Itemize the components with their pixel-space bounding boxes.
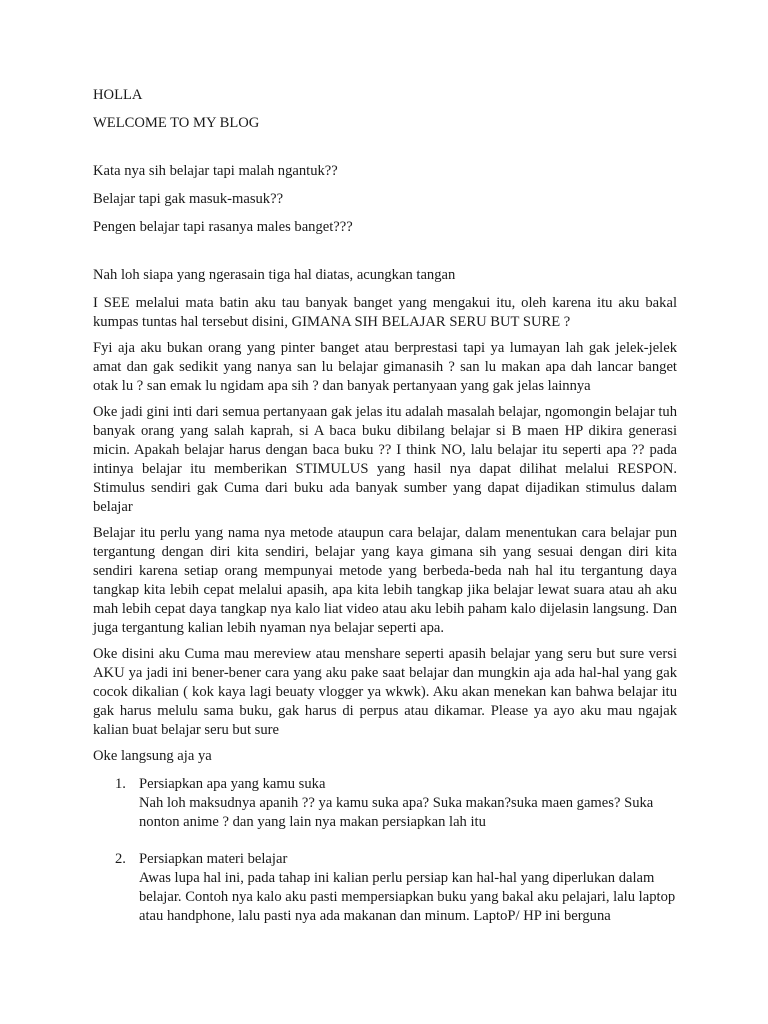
paragraph-2: I SEE melalui mata batin aku tau banyak banget yang mengakui itu, oleh karena itu aku bakal kumpas tuntas hal tersebut disini, GIMANA SIH BELAJAR SERU BUT SURE ?	[93, 295, 677, 330]
lead-in-text: Oke langsung aja ya	[93, 748, 212, 764]
question-line-3: Pengen belajar tapi rasanya males banget???	[93, 219, 353, 235]
step-number: 1.	[115, 776, 126, 792]
greeting-text: HOLLA	[93, 87, 143, 103]
steps-list	[93, 775, 677, 926]
step-number: 2.	[115, 851, 126, 867]
step-title: Persiapkan materi belajar	[139, 851, 288, 867]
welcome-heading: WELCOME TO MY BLOG	[93, 115, 260, 131]
step-description: Awas lupa hal ini, pada tahap ini kalian perlu persiap kan hal-hal yang diperlukan dalam belajar. Contoh nya kalo aku pasti mempersiapkan buku yang bakal aku pelajari, lalu laptop atau handphone, lalu pasti nya ada makanan dan minum. LaptoP/ HP ini berguna	[139, 870, 676, 924]
question-line-1: Kata nya sih belajar tapi malah ngantuk??	[93, 163, 338, 179]
paragraph-3: Fyi aja aku bukan orang yang pinter banget atau berprestasi tapi ya lumayan lah gak jelek-jelek amat dan gak sedikit yang nanya san lu belajar gimanasih ? san lu makan apa dah lancar banget otak lu ? san emak lu ngidam apa sih ? dan banyak pertanyaan yang gak jelas lainnya	[93, 340, 677, 394]
list-item	[93, 775, 677, 832]
step-description: Nah loh maksudnya apanih ?? ya kamu suka apa? Suka makan?suka maen games? Suka nonton anime ? dan yang lain nya makan persiapkan lah itu	[139, 795, 654, 830]
paragraph-1: Nah loh siapa yang ngerasain tiga hal diatas, acungkan tangan	[93, 267, 456, 283]
question-line-2: Belajar tapi gak masuk-masuk??	[93, 191, 284, 207]
paragraph-6: Oke disini aku Cuma mau mereview atau menshare seperti apasih belajar yang seru but sure versi AKU ya jadi ini bener-bener cara yang aku pake saat belajar dan mungkin aja ada hal-hal yang gak cocok dikalian ( kok kaya lagi beuaty vlogger ya wkwk). Aku akan menekan kan bahwa belajar itu gak harus melulu sama buku, gak harus di perpus atau dikamar. Please ya ayo aku mau ngajak kalian buat belajar seru but sure	[93, 646, 677, 738]
paragraph-4: Oke jadi gini inti dari semua pertanyaan gak jelas itu adalah masalah belajar, ngomongin belajar tuh banyak orang yang salah kaprah, si A baca buku dibilang belajar si B maen HP dikira generasi micin. Apakah belajar harus dengan baca buku ?? I think NO, lalu belajar itu seperti apa ?? pada intinya belajar itu memberikan STIMULUS yang hasil nya dapat dilihat melalui RESPON. Stimulus sendiri gak Cuma dari buku ada banyak sumber yang dapat dijadikan stimulus dalam belajar	[93, 404, 677, 515]
paragraph-5: Belajar itu perlu yang nama nya metode ataupun cara belajar, dalam menentukan cara belajar pun tergantung dengan diri kita sendiri, belajar yang kaya gimana sih yang sesuai dengan diri kita sendiri karena setiap orang mempunyai metode yang berbeda-beda nah hal itu tergantung daya tangkap kita lebih cepat melalui apasih, apa kita lebih tangkap jika belajar lewat suara atau ah aku mah lebih cepat daya tangkap nya kalo liat video atau aku lebih paham kalo dijelasin langsung. Dan juga tergantung kalian lebih nyaman nya belajar seperti apa.	[93, 525, 677, 636]
step-title: Persiapkan apa yang kamu suka	[139, 776, 326, 792]
list-item	[93, 850, 677, 926]
